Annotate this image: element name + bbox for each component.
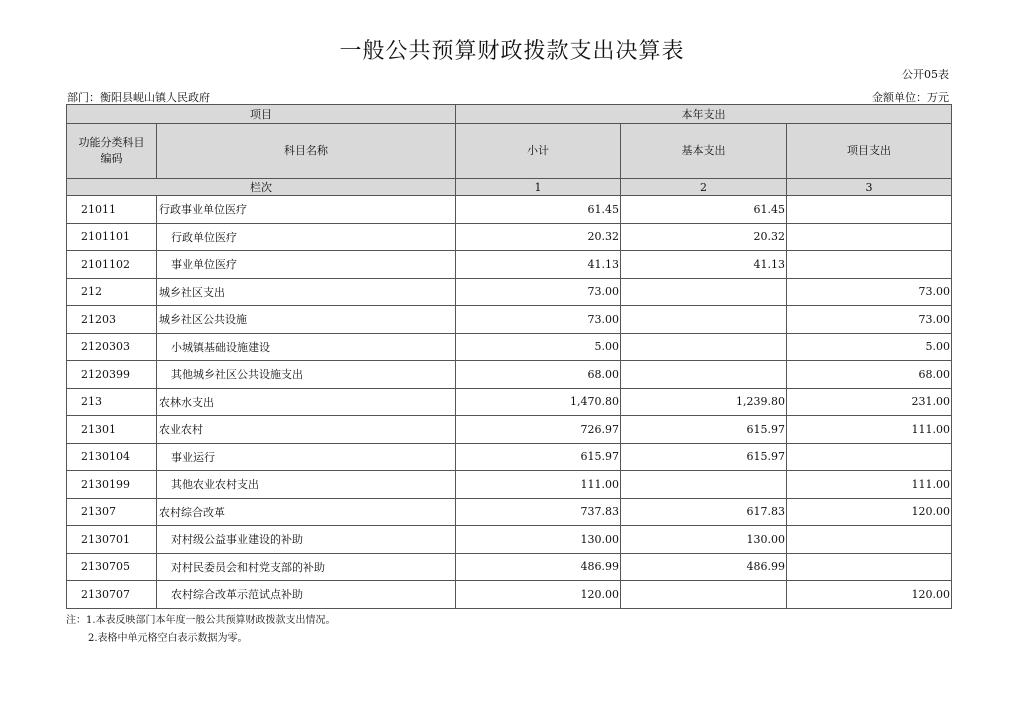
table-row [67, 278, 952, 306]
row-code: 212 [67, 278, 157, 306]
table-row [67, 553, 952, 581]
row-project-expenditure: 73.00 [787, 306, 952, 334]
table-row [67, 498, 952, 526]
row-subject-name: 农村综合改革示范试点补助 [157, 581, 456, 609]
department-label: 部门：衡阳县岘山镇人民政府 [67, 91, 210, 104]
row-code: 2130707 [67, 581, 157, 609]
header-current-year: 本年支出 [456, 105, 952, 124]
row-project-expenditure [787, 553, 952, 581]
row-code: 2130199 [67, 471, 157, 499]
row-project-expenditure: 120.00 [787, 498, 952, 526]
row-subject-name: 城乡社区公共设施 [157, 306, 456, 334]
table-row [67, 333, 952, 361]
row-subtotal: 726.97 [456, 416, 621, 444]
table-row [67, 223, 952, 251]
row-basic-expenditure: 486.99 [621, 553, 787, 581]
row-basic-expenditure [621, 581, 787, 609]
row-project-expenditure [787, 196, 952, 224]
row-basic-expenditure [621, 278, 787, 306]
header-subject-name: 科目名称 [157, 124, 456, 179]
row-subtotal: 111.00 [456, 471, 621, 499]
row-basic-expenditure: 617.83 [621, 498, 787, 526]
row-subject-name: 事业运行 [157, 443, 456, 471]
row-subtotal: 61.45 [456, 196, 621, 224]
row-basic-expenditure [621, 361, 787, 389]
row-subject-name: 农业农村 [157, 416, 456, 444]
row-basic-expenditure: 615.97 [621, 443, 787, 471]
table-body [67, 196, 952, 609]
header-function-code [67, 124, 157, 179]
header-basic-expenditure: 基本支出 [621, 124, 787, 179]
row-subject-name: 行政单位医疗 [157, 223, 456, 251]
page-title: 一般公共预算财政拨款支出决算表 [339, 39, 685, 64]
row-code: 21011 [67, 196, 157, 224]
table-row [67, 361, 952, 389]
header-project-expenditure: 项目支出 [787, 124, 952, 179]
row-subtotal: 73.00 [456, 306, 621, 334]
row-code: 213 [67, 388, 157, 416]
row-subtotal: 20.32 [456, 223, 621, 251]
row-code: 21203 [67, 306, 157, 334]
row-subject-name: 农林水支出 [157, 388, 456, 416]
row-project-expenditure: 111.00 [787, 416, 952, 444]
row-basic-expenditure [621, 333, 787, 361]
row-subject-name: 事业单位医疗 [157, 251, 456, 279]
table-row [67, 306, 952, 334]
row-subtotal: 68.00 [456, 361, 621, 389]
row-code: 21307 [67, 498, 157, 526]
table-row [67, 251, 952, 279]
row-project-expenditure: 231.00 [787, 388, 952, 416]
note-line-1: 注：1.本表反映部门本年度一般公共预算财政拨款支出情况。 [66, 615, 336, 626]
row-subtotal: 5.00 [456, 333, 621, 361]
row-project-expenditure [787, 443, 952, 471]
row-code: 2130705 [67, 553, 157, 581]
row-project-expenditure: 73.00 [787, 278, 952, 306]
table-row [67, 416, 952, 444]
row-subtotal: 615.97 [456, 443, 621, 471]
header-item: 项目 [67, 105, 456, 124]
row-subtotal: 130.00 [456, 526, 621, 554]
expenditure-table [66, 104, 952, 609]
row-basic-expenditure: 1,239.80 [621, 388, 787, 416]
table-row [67, 443, 952, 471]
row-project-expenditure: 120.00 [787, 581, 952, 609]
header-function-code-line2: 编码 [100, 152, 123, 165]
header-column-index: 栏次 [67, 179, 456, 196]
form-number: 公开05表 [902, 68, 949, 81]
row-basic-expenditure: 130.00 [621, 526, 787, 554]
row-subject-name: 小城镇基础设施建设 [157, 333, 456, 361]
header-col-2: 2 [621, 179, 787, 196]
row-code: 2120303 [67, 333, 157, 361]
row-subject-name: 其他城乡社区公共设施支出 [157, 361, 456, 389]
row-project-expenditure [787, 526, 952, 554]
row-subject-name: 其他农业农村支出 [157, 471, 456, 499]
row-project-expenditure [787, 223, 952, 251]
row-project-expenditure: 5.00 [787, 333, 952, 361]
header-function-code-line1: 功能分类科目 [78, 136, 145, 149]
row-subtotal: 486.99 [456, 553, 621, 581]
row-code: 2130701 [67, 526, 157, 554]
table-row [67, 196, 952, 224]
amount-unit-label: 金额单位：万元 [872, 91, 949, 104]
row-subtotal: 737.83 [456, 498, 621, 526]
row-subject-name: 行政事业单位医疗 [157, 196, 456, 224]
row-subject-name: 对村级公益事业建设的补助 [157, 526, 456, 554]
header-subtotal: 小计 [456, 124, 621, 179]
row-project-expenditure: 111.00 [787, 471, 952, 499]
row-basic-expenditure: 615.97 [621, 416, 787, 444]
row-code: 2101101 [67, 223, 157, 251]
row-code: 21301 [67, 416, 157, 444]
row-basic-expenditure [621, 306, 787, 334]
row-subject-name: 农村综合改革 [157, 498, 456, 526]
row-subtotal: 41.13 [456, 251, 621, 279]
row-code: 2101102 [67, 251, 157, 279]
header-col-1: 1 [456, 179, 621, 196]
row-subject-name: 城乡社区支出 [157, 278, 456, 306]
row-project-expenditure: 68.00 [787, 361, 952, 389]
row-basic-expenditure: 61.45 [621, 196, 787, 224]
table-row [67, 526, 952, 554]
table-row [67, 581, 952, 609]
row-basic-expenditure: 20.32 [621, 223, 787, 251]
table-row [67, 388, 952, 416]
row-subtotal: 120.00 [456, 581, 621, 609]
row-basic-expenditure [621, 471, 787, 499]
header-col-3: 3 [787, 179, 952, 196]
note-line-2: 2.表格中单元格空白表示数据为零。 [88, 633, 248, 644]
row-code: 2130104 [67, 443, 157, 471]
row-code: 2120399 [67, 361, 157, 389]
table-row [67, 471, 952, 499]
row-basic-expenditure: 41.13 [621, 251, 787, 279]
row-subtotal: 1,470.80 [456, 388, 621, 416]
notes [66, 612, 336, 648]
row-project-expenditure [787, 251, 952, 279]
row-subject-name: 对村民委员会和村党支部的补助 [157, 553, 456, 581]
row-subtotal: 73.00 [456, 278, 621, 306]
